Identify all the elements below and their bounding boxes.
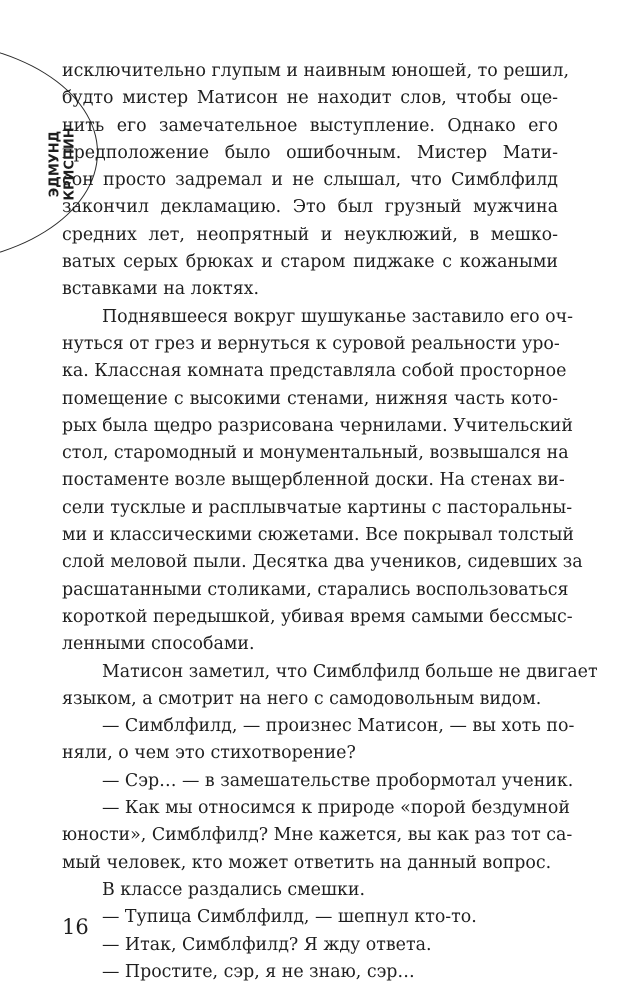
text-line: языком, а смотрит на него с самодовольным видом.: [62, 688, 542, 709]
text-line: ленными способами.: [62, 634, 255, 655]
text-line: будто мистер Матисон не находит слов, чтобы оце-: [62, 88, 558, 109]
text-line: мый человек, кто может ответить на данный вопрос.: [62, 852, 552, 873]
text-line: предположение было ошибочным. Мистер Мати-: [62, 142, 558, 163]
text-line: расшатанными столиками, старались воспользоваться: [62, 579, 569, 600]
text-line: стол, старомодный и монументальный, возвышался на: [62, 443, 569, 464]
text-line: — Простите, сэр, я не знаю, сэр…: [102, 961, 415, 982]
text-line: исключительно глупым и наивным юношей, то решил,: [62, 61, 570, 81]
text-line: рых была щедро разрисована чернилами. Учительский: [62, 415, 573, 436]
text-line: — Сэр… — в замешательстве пробормотал ученик.: [102, 770, 574, 791]
page-number: 16: [62, 915, 89, 939]
text-line: короткой передышкой, убивая время самыми бессмыс-: [62, 606, 573, 627]
text-line: сели тусклые и расплывчатые картины с пасторальны-: [62, 497, 573, 518]
text-line: слой меловой пыли. Десятка два учеников, сидевших за: [62, 552, 583, 573]
text-line: юности», Симблфилд? Мне кажется, вы как раз тот са-: [62, 825, 573, 846]
author-first-name: ЭДМУНД: [48, 130, 63, 198]
text-line: ка. Классная комната представляла собой просторное: [62, 361, 567, 382]
text-line: постаменте возле выщербленной доски. На стенах ви-: [62, 470, 565, 491]
text-line: — Симблфилд, — произнес Матисон, — вы хоть по-: [102, 716, 575, 737]
text-line: — Итак, Симблфилд? Я жду ответа.: [102, 934, 432, 955]
text-line: закончил декламацию. Это был грузный мужчина: [62, 197, 558, 218]
text-line: нить его замечательное выступление. Однако его: [62, 115, 558, 136]
text-line: ватых серых брюках и старом пиджаке с кожаными: [62, 252, 558, 273]
text-line: сон просто задремал и не слышал, что Симблфилд: [62, 170, 558, 191]
text-line: Матисон заметил, что Симблфилд больше не двигает: [102, 661, 598, 682]
text-line: ми и классическими сюжетами. Все покрывал толстый: [62, 525, 574, 546]
text-line: няли, о чем это стихотворение?: [62, 743, 356, 764]
body-text: [62, 58, 598, 986]
text-line: вставками на локтях.: [62, 279, 259, 300]
text-line: — Как мы относимся к природе «порой бездумной: [102, 798, 570, 819]
author-last-name: КРИСПИН: [63, 127, 78, 201]
text-line: средних лет, неопрятный и неуклюжий, в мешко-: [62, 224, 558, 245]
text-line: — Тупица Симблфилд, — шепнул кто-то.: [102, 907, 477, 928]
text-line: помещение с высокими стенами, нижняя часть кото-: [62, 388, 558, 409]
text-line: В классе раздались смешки.: [102, 879, 366, 900]
text-line: нуться от грез и вернуться к суровой реальности уро-: [62, 333, 560, 354]
text-line: Поднявшееся вокруг шушуканье заставило его оч-: [102, 306, 573, 327]
